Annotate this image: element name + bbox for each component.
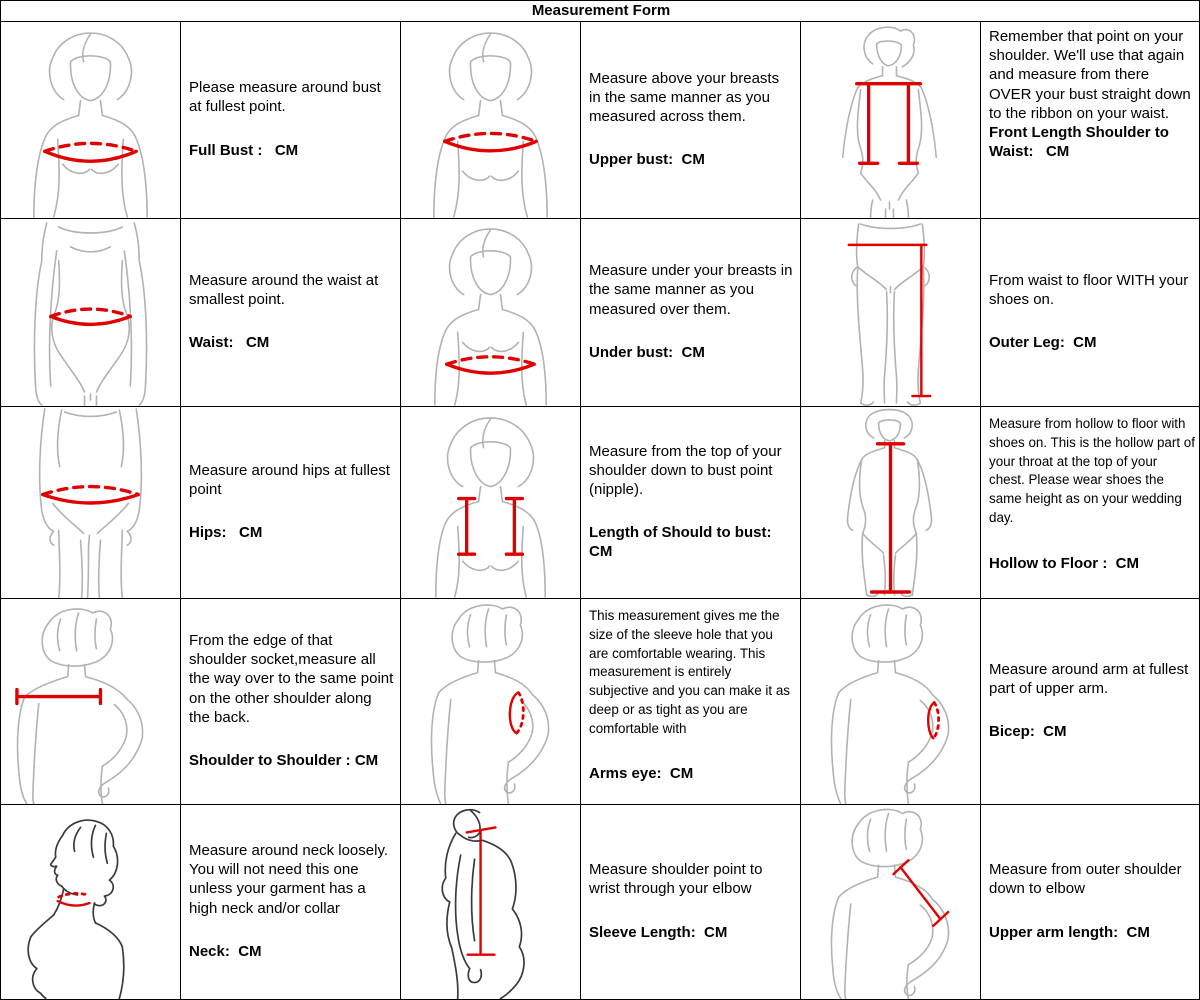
hips-cell bbox=[181, 407, 401, 599]
measurement-label: Shoulder to Shoulder : CM bbox=[189, 751, 379, 769]
measurement-label: Hollow to Floor : CM bbox=[989, 554, 1139, 572]
full-bust-cell bbox=[181, 22, 401, 219]
measurement-label: Outer Leg: CM bbox=[989, 334, 1097, 352]
measurement-description: Remember that point on your shoulder. We'll use that again and measure from there OVER your bust straight down to the ribbon on your waist. bbox=[989, 28, 1191, 122]
page-title: Measurement Form bbox=[1, 1, 1200, 22]
sleeve-length-figure bbox=[401, 805, 581, 999]
hollow-to-floor-figure bbox=[801, 407, 981, 599]
bicep-figure bbox=[801, 599, 981, 805]
upper-bust-illustration bbox=[401, 22, 580, 218]
measurement-description: From waist to floor WITH your shoes on. bbox=[989, 271, 1189, 308]
measurement-label: Length of Should to bust: CM bbox=[589, 524, 780, 561]
measurement-label: Full Bust : CM bbox=[189, 141, 299, 159]
measurement-description: Measure around the waist at smallest point. bbox=[189, 271, 379, 308]
outer-leg-illustration bbox=[801, 219, 980, 406]
neck-cell bbox=[181, 805, 401, 999]
measurement-description: Measure above your breasts in the same manner as you measured across them. bbox=[589, 69, 780, 125]
waist-illustration bbox=[1, 219, 180, 406]
upper-bust-figure bbox=[401, 22, 581, 219]
measurement-label: Neck: CM bbox=[189, 942, 262, 960]
upper-arm-length-cell bbox=[981, 805, 1200, 999]
measurement-label: Front Length Shoulder to Waist: CM bbox=[989, 123, 1174, 161]
front-length-cell bbox=[981, 22, 1200, 219]
arms-eye-figure bbox=[401, 599, 581, 805]
measurement-description: Measure under your breasts in the same manner as you measured over them. bbox=[589, 262, 793, 318]
measurement-label: Waist: CM bbox=[189, 334, 270, 352]
bicep-cell bbox=[981, 599, 1200, 805]
under-bust-figure bbox=[401, 219, 581, 407]
measurement-label: Bicep: CM bbox=[989, 723, 1067, 741]
hips-illustration bbox=[1, 407, 180, 598]
sleeve-length-cell bbox=[581, 805, 801, 999]
outer-leg-cell bbox=[981, 219, 1200, 407]
hips-figure bbox=[1, 407, 181, 599]
waist-figure bbox=[1, 219, 181, 407]
hollow-to-floor-illustration bbox=[801, 407, 980, 598]
measurement-description: Measure around neck loosely. You will not need this one unless your garment has a high neck and/or collar bbox=[189, 842, 388, 917]
shoulder-to-bust-cell bbox=[581, 407, 801, 599]
measurement-label: Sleeve Length: CM bbox=[589, 923, 728, 941]
upper-bust-cell bbox=[581, 22, 801, 219]
arms-eye-cell bbox=[581, 599, 801, 805]
measurement-description: Measure from outer shoulder down to elbow bbox=[989, 861, 1182, 898]
measurement-label: Hips: CM bbox=[189, 524, 263, 542]
arms-eye-illustration bbox=[401, 599, 580, 804]
measurement-description: This measurement gives me the size of the sleeve hole that you are comfortable wearing. This measurement is entirely subjective and you can make it as deep or as tight as you are comfortable with bbox=[589, 608, 790, 736]
full-bust-illustration bbox=[1, 22, 180, 218]
measurement-label: Arms eye: CM bbox=[589, 765, 694, 783]
shoulder-to-shoulder-illustration bbox=[1, 599, 180, 804]
shoulder-to-shoulder-figure bbox=[1, 599, 181, 805]
full-bust-figure bbox=[1, 22, 181, 219]
hollow-to-floor-cell bbox=[981, 407, 1200, 599]
measurement-label: Under bust: CM bbox=[589, 343, 705, 361]
upper-arm-length-figure bbox=[801, 805, 981, 999]
under-bust-cell bbox=[581, 219, 801, 407]
neck-illustration bbox=[1, 805, 180, 999]
under-bust-illustration bbox=[401, 219, 580, 406]
measurement-label: Upper arm length: CM bbox=[989, 923, 1150, 941]
shoulder-to-bust-illustration bbox=[401, 407, 580, 598]
shoulder-to-bust-figure bbox=[401, 407, 581, 599]
measurement-description: Please measure around bust at fullest point. bbox=[189, 79, 381, 116]
front-length-figure bbox=[801, 22, 981, 219]
measurement-description: Measure shoulder point to wrist through your elbow bbox=[589, 861, 763, 898]
measurement-description: From the edge of that shoulder socket,measure all the way over to the same point on the other shoulder along the back. bbox=[189, 631, 394, 726]
outer-leg-figure bbox=[801, 219, 981, 407]
front-length-illustration bbox=[801, 22, 980, 218]
measurement-description: Measure around arm at fullest part of upper arm. bbox=[989, 660, 1189, 697]
measurement-description: Measure from the top of your shoulder down to bust point (nipple). bbox=[589, 442, 782, 498]
waist-cell bbox=[181, 219, 401, 407]
measurement-description: Measure around hips at fullest point bbox=[189, 461, 390, 498]
measurement-description: Measure from hollow to floor with shoes on. This is the hollow part of your throat at the top of your chest. Please wear shoes the same height as on your wedding day. bbox=[989, 416, 1195, 525]
neck-figure bbox=[1, 805, 181, 999]
sleeve-length-illustration bbox=[401, 805, 580, 999]
upper-arm-length-illustration bbox=[801, 805, 980, 999]
bicep-illustration bbox=[801, 599, 980, 804]
shoulder-to-shoulder-cell bbox=[181, 599, 401, 805]
measurement-label: Upper bust: CM bbox=[589, 151, 705, 169]
